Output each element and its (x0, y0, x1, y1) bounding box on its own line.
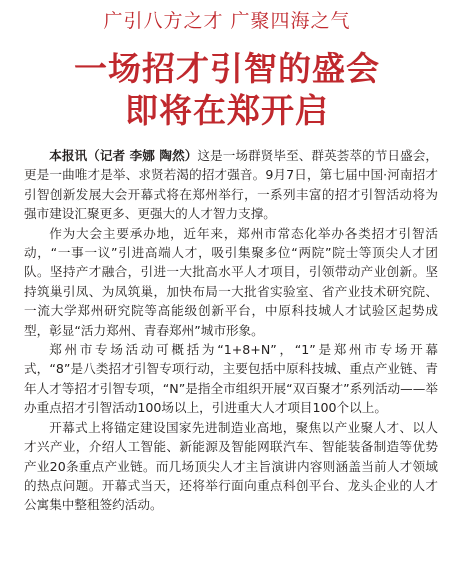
paragraph-text: 这是一场群贤毕至、群英荟萃的节日盛会，更是一曲唯才是举、求贤若渴的招才强音。9月7日，第七届中国·河南招才引智创新发展大会开幕式将在郑州举行，一系列丰富的招才引智活动将为强市建设汇聚更多、更强大的人才智力支撑。 (24, 148, 438, 222)
byline: 本报讯（记者 李娜 陶然） (49, 148, 198, 163)
article-body (24, 146, 438, 515)
paragraph-4: 开幕式上将锚定建设国家先进制造业高地，聚焦以产业聚人才、以人才兴产业，介绍人工智能、新能源及智能网联汽车、智能装备制造等优势产业20条重点产业链。而几场顶尖人才主旨演讲内容则涵盖当前人才领域的热点问题。开幕式当天，还将举行面向重点科创平台、龙头企业的人才公寓集中整租签约活动。 (24, 419, 438, 513)
headline-line-2: 即将在郑开启 (125, 91, 329, 130)
headline-line-1: 一场招才引智的盛会 (74, 49, 380, 88)
kicker-subtitle: 广引八方之才 广聚四海之气 (103, 10, 351, 32)
headline (0, 48, 454, 132)
paragraph-3: 郑州市专场活动可概括为“1+8+N”，“1”是郑州市专场开幕式，“8”是八类招才引智专项行动，主要包括中原科技城、重点产业链、青年人才等招才引智专项，“N”是指全市组织开展“双百聚才”系列活动——举办重点招才引智活动100场以上，引进重大人才项目100个以上。 (24, 342, 438, 416)
paragraph-1 (24, 146, 438, 224)
paragraph-2: 作为大会主要承办地，近年来，郑州市常态化举办各类招才引智活动，“一事一议”引进高端人才，吸引集聚多位“两院”院士等顶尖人才团队。坚持产才融合，引进一大批高水平人才项目，引领带动产业创新。坚持筑巢引凤、为凤筑巢，加快布局一大批省实验室、省产业技术研究院、一流大学郑州研究院等高能级创新平台，中原科技城人才试验区起势成型，彰显“活力郑州、青春郑州”城市形象。 (24, 225, 438, 338)
